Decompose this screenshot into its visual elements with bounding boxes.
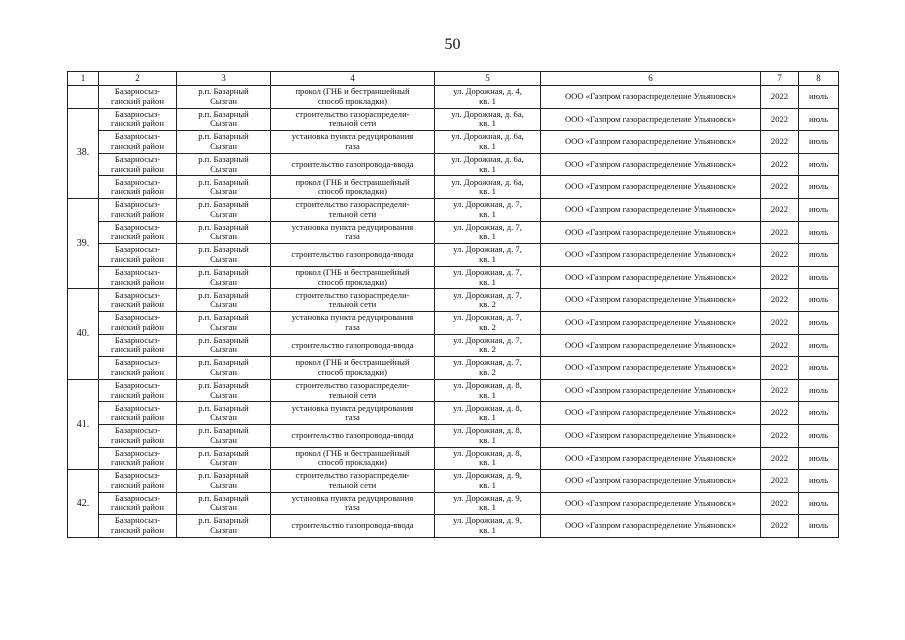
district-cell: Базарносыз- ганский район (99, 108, 177, 131)
district-cell: Базарносыз- ганский район (99, 447, 177, 470)
settlement-cell: р.п. Базарный Сызган (177, 108, 271, 131)
works-schedule-table (67, 71, 839, 538)
table-row (68, 289, 839, 312)
settlement-cell: р.п. Базарный Сызган (177, 244, 271, 267)
organization-cell: ООО «Газпром газораспределение Ульяновск» (541, 311, 761, 334)
month-cell: июль (799, 244, 839, 267)
settlement-cell: р.п. Базарный Сызган (177, 470, 271, 493)
work-type-cell: установка пункта редуцирования газа (271, 402, 435, 425)
work-type-cell: строительство газопровода-ввода (271, 424, 435, 447)
year-cell: 2022 (761, 198, 799, 221)
address-cell: ул. Дорожная, д. 9, кв. 1 (435, 470, 541, 493)
month-cell: июль (799, 357, 839, 380)
address-cell: ул. Дорожная, д. 7, кв. 1 (435, 244, 541, 267)
address-cell: ул. Дорожная, д. 7, кв. 1 (435, 221, 541, 244)
table-row (68, 357, 839, 380)
settlement-cell: р.п. Базарный Сызган (177, 357, 271, 380)
month-cell: июль (799, 492, 839, 515)
year-cell: 2022 (761, 176, 799, 199)
header-cell-7: 7 (761, 72, 799, 86)
table-row (68, 131, 839, 154)
month-cell: июль (799, 402, 839, 425)
settlement-cell: р.п. Базарный Сызган (177, 311, 271, 334)
work-type-cell: прокол (ГНБ и бестраншейный способ прокладки) (271, 86, 435, 109)
header-cell-1: 1 (68, 72, 99, 86)
work-type-cell: установка пункта редуцирования газа (271, 492, 435, 515)
address-cell: ул. Дорожная, д. 7, кв. 2 (435, 311, 541, 334)
month-cell: июль (799, 108, 839, 131)
organization-cell: ООО «Газпром газораспределение Ульяновск» (541, 379, 761, 402)
table-row (68, 108, 839, 131)
year-cell: 2022 (761, 470, 799, 493)
year-cell: 2022 (761, 244, 799, 267)
item-number-cell: 40. (68, 289, 99, 379)
district-cell: Базарносыз- ганский район (99, 357, 177, 380)
district-cell: Базарносыз- ганский район (99, 289, 177, 312)
district-cell: Базарносыз- ганский район (99, 515, 177, 538)
address-cell: ул. Дорожная, д. 7, кв. 2 (435, 357, 541, 380)
district-cell: Базарносыз- ганский район (99, 244, 177, 267)
item-number-cell: 39. (68, 198, 99, 288)
year-cell: 2022 (761, 289, 799, 312)
table-row (68, 244, 839, 267)
district-cell: Базарносыз- ганский район (99, 176, 177, 199)
month-cell: июль (799, 176, 839, 199)
item-number-cell: 38. (68, 108, 99, 198)
table-row (68, 198, 839, 221)
district-cell: Базарносыз- ганский район (99, 492, 177, 515)
organization-cell: ООО «Газпром газораспределение Ульяновск» (541, 221, 761, 244)
settlement-cell: р.п. Базарный Сызган (177, 402, 271, 425)
month-cell: июль (799, 515, 839, 538)
month-cell: июль (799, 266, 839, 289)
table-row (68, 176, 839, 199)
district-cell: Базарносыз- ганский район (99, 131, 177, 154)
year-cell: 2022 (761, 266, 799, 289)
header-row (68, 72, 839, 86)
address-cell: ул. Дорожная, д. 7, кв. 1 (435, 198, 541, 221)
header-cell-6: 6 (541, 72, 761, 86)
organization-cell: ООО «Газпром газораспределение Ульяновск» (541, 244, 761, 267)
work-type-cell: установка пункта редуцирования газа (271, 131, 435, 154)
organization-cell: ООО «Газпром газораспределение Ульяновск» (541, 86, 761, 109)
organization-cell: ООО «Газпром газораспределение Ульяновск» (541, 176, 761, 199)
work-type-cell: прокол (ГНБ и бестраншейный способ прокладки) (271, 266, 435, 289)
year-cell: 2022 (761, 357, 799, 380)
work-type-cell: прокол (ГНБ и бестраншейный способ прокладки) (271, 447, 435, 470)
organization-cell: ООО «Газпром газораспределение Ульяновск» (541, 198, 761, 221)
organization-cell: ООО «Газпром газораспределение Ульяновск» (541, 447, 761, 470)
work-type-cell: строительство газопровода-ввода (271, 244, 435, 267)
address-cell: ул. Дорожная, д. 7, кв. 2 (435, 334, 541, 357)
address-cell: ул. Дорожная, д. 6а, кв. 1 (435, 153, 541, 176)
settlement-cell: р.п. Базарный Сызган (177, 447, 271, 470)
year-cell: 2022 (761, 515, 799, 538)
month-cell: июль (799, 289, 839, 312)
table-row (68, 402, 839, 425)
district-cell: Базарносыз- ганский район (99, 424, 177, 447)
address-cell: ул. Дорожная, д. 8, кв. 1 (435, 402, 541, 425)
table-row (68, 515, 839, 538)
settlement-cell: р.п. Базарный Сызган (177, 492, 271, 515)
district-cell: Базарносыз- ганский район (99, 198, 177, 221)
table-row (68, 311, 839, 334)
year-cell: 2022 (761, 492, 799, 515)
work-type-cell: строительство газопровода-ввода (271, 153, 435, 176)
settlement-cell: р.п. Базарный Сызган (177, 379, 271, 402)
work-type-cell: прокол (ГНБ и бестраншейный способ прокладки) (271, 176, 435, 199)
table-row (68, 334, 839, 357)
table-row (68, 492, 839, 515)
organization-cell: ООО «Газпром газораспределение Ульяновск» (541, 402, 761, 425)
settlement-cell: р.п. Базарный Сызган (177, 198, 271, 221)
table-row (68, 153, 839, 176)
year-cell: 2022 (761, 402, 799, 425)
organization-cell: ООО «Газпром газораспределение Ульяновск» (541, 492, 761, 515)
organization-cell: ООО «Газпром газораспределение Ульяновск» (541, 266, 761, 289)
year-cell: 2022 (761, 131, 799, 154)
district-cell: Базарносыз- ганский район (99, 221, 177, 244)
item-number-cell: 41. (68, 379, 99, 469)
address-cell: ул. Дорожная, д. 8, кв. 1 (435, 379, 541, 402)
page-number: 50 (444, 36, 461, 53)
header-cell-5: 5 (435, 72, 541, 86)
table-row (68, 221, 839, 244)
organization-cell: ООО «Газпром газораспределение Ульяновск» (541, 108, 761, 131)
table-row (68, 447, 839, 470)
header-cell-3: 3 (177, 72, 271, 86)
address-cell: ул. Дорожная, д. 7, кв. 1 (435, 266, 541, 289)
month-cell: июль (799, 86, 839, 109)
settlement-cell: р.п. Базарный Сызган (177, 176, 271, 199)
address-cell: ул. Дорожная, д. 8, кв. 1 (435, 424, 541, 447)
work-type-cell: строительство газораспредели- тельной сети (271, 289, 435, 312)
year-cell: 2022 (761, 153, 799, 176)
settlement-cell: р.п. Базарный Сызган (177, 221, 271, 244)
year-cell: 2022 (761, 334, 799, 357)
month-cell: июль (799, 379, 839, 402)
work-type-cell: строительство газопровода-ввода (271, 515, 435, 538)
settlement-cell: р.п. Базарный Сызган (177, 131, 271, 154)
item-number-cell: 42. (68, 470, 99, 538)
organization-cell: ООО «Газпром газораспределение Ульяновск» (541, 357, 761, 380)
district-cell: Базарносыз- ганский район (99, 402, 177, 425)
organization-cell: ООО «Газпром газораспределение Ульяновск» (541, 515, 761, 538)
settlement-cell: р.п. Базарный Сызган (177, 266, 271, 289)
month-cell: июль (799, 221, 839, 244)
settlement-cell: р.п. Базарный Сызган (177, 153, 271, 176)
table-row (68, 379, 839, 402)
table-row (68, 424, 839, 447)
settlement-cell: р.п. Базарный Сызган (177, 515, 271, 538)
table-body (68, 72, 839, 538)
address-cell: ул. Дорожная, д. 4, кв. 1 (435, 86, 541, 109)
district-cell: Базарносыз- ганский район (99, 86, 177, 109)
work-type-cell: строительство газораспредели- тельной сети (271, 108, 435, 131)
month-cell: июль (799, 447, 839, 470)
work-type-cell: строительство газораспредели- тельной сети (271, 379, 435, 402)
year-cell: 2022 (761, 447, 799, 470)
district-cell: Базарносыз- ганский район (99, 153, 177, 176)
district-cell: Базарносыз- ганский район (99, 379, 177, 402)
settlement-cell: р.п. Базарный Сызган (177, 334, 271, 357)
year-cell: 2022 (761, 108, 799, 131)
month-cell: июль (799, 153, 839, 176)
work-type-cell: прокол (ГНБ и бестраншейный способ прокладки) (271, 357, 435, 380)
month-cell: июль (799, 424, 839, 447)
month-cell: июль (799, 198, 839, 221)
work-type-cell: установка пункта редуцирования газа (271, 221, 435, 244)
header-cell-2: 2 (99, 72, 177, 86)
header-cell-8: 8 (799, 72, 839, 86)
table-row (68, 86, 839, 109)
item-number-cell (68, 86, 99, 109)
address-cell: ул. Дорожная, д. 8, кв. 1 (435, 447, 541, 470)
address-cell: ул. Дорожная, д. 6а, кв. 1 (435, 176, 541, 199)
address-cell: ул. Дорожная, д. 6а, кв. 1 (435, 131, 541, 154)
organization-cell: ООО «Газпром газораспределение Ульяновск» (541, 289, 761, 312)
year-cell: 2022 (761, 221, 799, 244)
address-cell: ул. Дорожная, д. 9, кв. 1 (435, 515, 541, 538)
organization-cell: ООО «Газпром газораспределение Ульяновск» (541, 424, 761, 447)
month-cell: июль (799, 470, 839, 493)
year-cell: 2022 (761, 379, 799, 402)
work-type-cell: строительство газораспредели- тельной сети (271, 198, 435, 221)
work-type-cell: строительство газопровода-ввода (271, 334, 435, 357)
header-cell-4: 4 (271, 72, 435, 86)
district-cell: Базарносыз- ганский район (99, 266, 177, 289)
organization-cell: ООО «Газпром газораспределение Ульяновск» (541, 334, 761, 357)
organization-cell: ООО «Газпром газораспределение Ульяновск» (541, 470, 761, 493)
year-cell: 2022 (761, 311, 799, 334)
organization-cell: ООО «Газпром газораспределение Ульяновск» (541, 131, 761, 154)
month-cell: июль (799, 311, 839, 334)
month-cell: июль (799, 131, 839, 154)
address-cell: ул. Дорожная, д. 9, кв. 1 (435, 492, 541, 515)
district-cell: Базарносыз- ганский район (99, 311, 177, 334)
settlement-cell: р.п. Базарный Сызган (177, 289, 271, 312)
year-cell: 2022 (761, 86, 799, 109)
organization-cell: ООО «Газпром газораспределение Ульяновск» (541, 153, 761, 176)
work-type-cell: строительство газораспредели- тельной сети (271, 470, 435, 493)
address-cell: ул. Дорожная, д. 7, кв. 2 (435, 289, 541, 312)
settlement-cell: р.п. Базарный Сызган (177, 424, 271, 447)
district-cell: Базарносыз- ганский район (99, 334, 177, 357)
work-type-cell: установка пункта редуцирования газа (271, 311, 435, 334)
year-cell: 2022 (761, 424, 799, 447)
table-row (68, 470, 839, 493)
address-cell: ул. Дорожная, д. 6а, кв. 1 (435, 108, 541, 131)
district-cell: Базарносыз- ганский район (99, 470, 177, 493)
settlement-cell: р.п. Базарный Сызган (177, 86, 271, 109)
table-row (68, 266, 839, 289)
month-cell: июль (799, 334, 839, 357)
